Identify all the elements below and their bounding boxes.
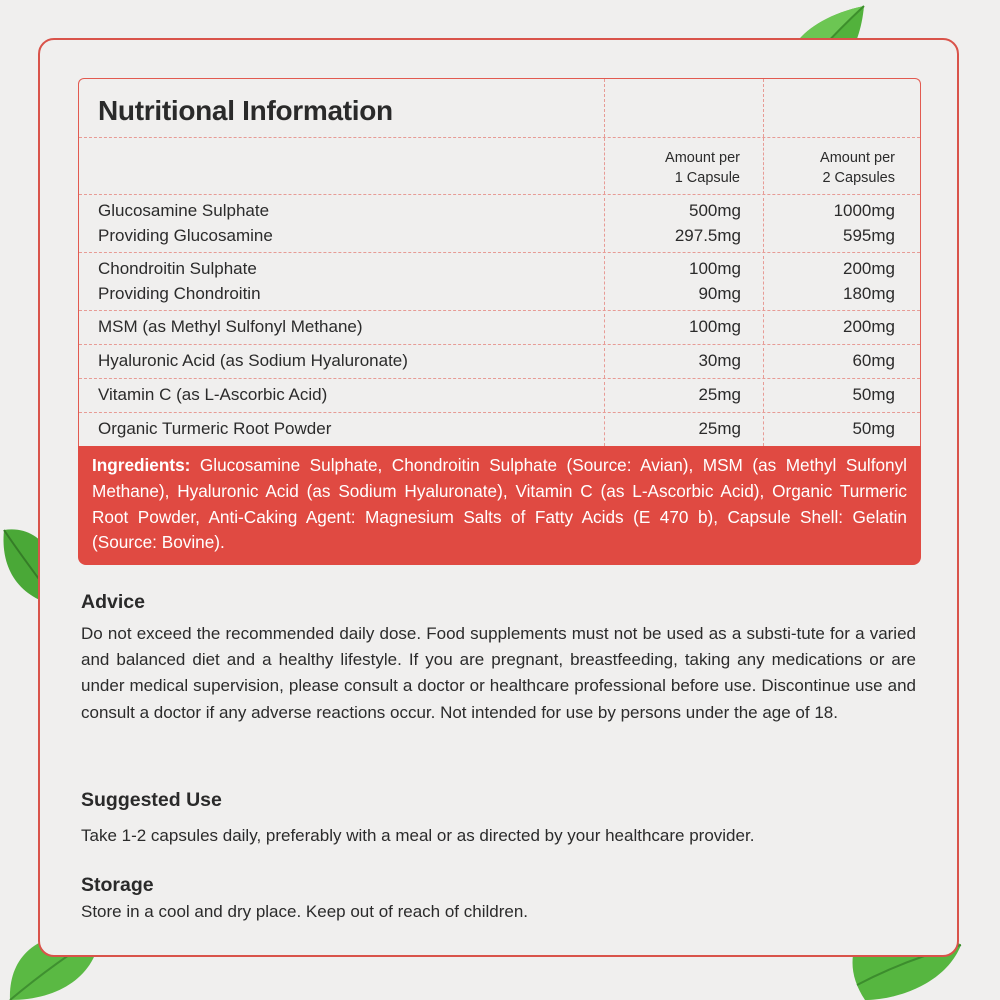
table-row: Hyaluronic Acid (as Sodium Hyaluronate) 30mg 60mg (79, 344, 920, 378)
ingredients-label: Ingredients: (92, 455, 191, 475)
column-header-1-capsule: Amount per 1 Capsule (604, 138, 763, 194)
table-row: Organic Turmeric Root Powder 25mg 50mg (79, 412, 920, 446)
table-title-row (79, 79, 920, 137)
storage-section (81, 873, 921, 925)
table-row: Chondroitin Sulphate Providing Chondroitin 100mg 90mg 200mg 180mg (79, 252, 920, 310)
table-row: Vitamin C (as L-Ascorbic Acid) 25mg 50mg (79, 378, 920, 412)
ingredients-text: Glucosamine Sulphate, Chondroitin Sulphate (Source: Avian), MSM (as Methyl Sulfonyl Methane), Hyaluronic Acid (as Sodium Hyaluronate), Vitamin C (as L-Ascorbic Acid), Organic Turmeric Root Powder, Anti-Caking Agent: Magnesium Salts of Fatty Acids (E 470 b), Capsule Shell: Gelatin (Source: Bovine). (92, 455, 907, 553)
storage-text: Store in a cool and dry place. Keep out of reach of children. (81, 902, 528, 921)
advice-text: Do not exceed the recommended daily dose. Food supplements must not be used as a substi-tute for a varied and balanced diet and a healthy lifestyle. If you are pregnant, breastfeeding, taking any medications or are under medical supervision, please consult a doctor or healthcare professional before use. Discontinue use and consult a doctor if any adverse reactions occur. Not intended for use by persons under the age of 18. (81, 624, 916, 722)
column-header-2-capsules: Amount per 2 Capsules (763, 138, 920, 194)
nutrition-table (78, 78, 921, 446)
table-title: Nutritional Information (98, 95, 393, 126)
table-header-row (79, 137, 920, 194)
storage-title: Storage (81, 874, 154, 896)
advice-title: Advice (81, 591, 145, 613)
suggested-use-text: Take 1-2 capsules daily, preferably with a meal or as directed by your healthcare provider. (81, 826, 755, 845)
suggested-use-title: Suggested Use (81, 789, 222, 811)
table-row: Glucosamine Sulphate Providing Glucosamine 500mg 297.5mg 1000mg 595mg (79, 194, 920, 252)
table-row: MSM (as Methyl Sulfonyl Methane) 100mg 200mg (79, 310, 920, 344)
ingredients-box (78, 446, 921, 565)
suggested-use-section (81, 788, 921, 849)
advice-section (81, 590, 921, 726)
